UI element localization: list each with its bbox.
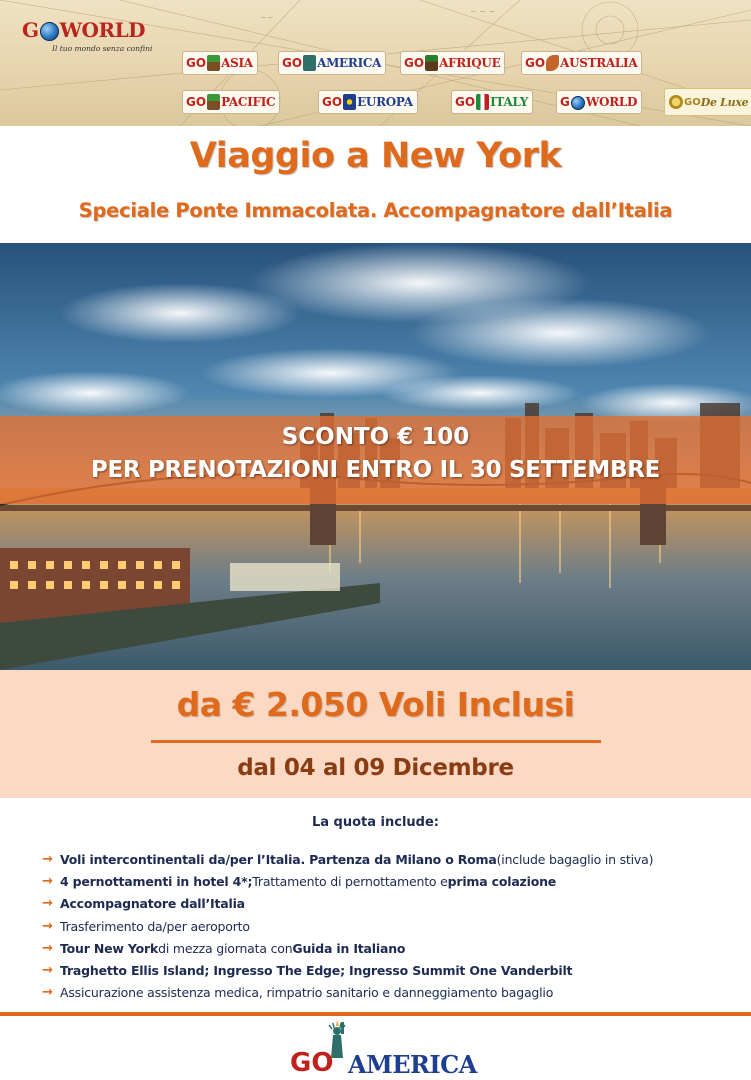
brand-go: GO [525,56,546,70]
brand-go: GO [404,56,425,70]
brand-goafrique[interactable] [400,51,505,75]
brand-goamerica[interactable] [278,51,386,75]
arrow-right-icon: → [42,896,53,912]
wordmark-world: WORLD [59,18,146,42]
arrow-right-icon: → [42,918,53,934]
brand-name: WORLD [585,95,638,109]
item-text: (include bagaglio in stiva) [496,851,654,867]
brand-goitaly[interactable] [451,90,533,114]
list-item [42,893,742,915]
brand-go: GO [282,56,303,70]
brand-goeuropa[interactable] [318,90,418,114]
item-bold: 4 pernottamenti in hotel 4*; [60,873,253,889]
list-item [42,937,742,959]
item-bold: Guida in Italiano [292,940,406,956]
brand-goworld[interactable] [556,90,642,114]
brand-name: PACIFIC [221,95,276,109]
brand-go: GO [186,56,207,70]
brand-goaustralia[interactable] [521,51,642,75]
brand-godeluxe[interactable] [664,88,751,116]
arrow-right-icon: → [42,851,53,867]
boomerang-icon [546,55,559,71]
svg-text:~~: ~~ [260,13,274,22]
travel-dates: dal 04 al 09 Dicembre [237,755,514,781]
list-item [42,982,742,1004]
booking-deadline-text: PER PRENOTAZIONI ENTRO IL 30 SETTEMBRE [90,457,661,483]
palm-tree-icon [207,94,220,110]
brand-go: GO [455,95,476,109]
brand-go: G [560,95,570,109]
acacia-tree-icon [425,55,438,71]
arrow-right-icon: → [42,985,53,1001]
item-text: Trattamento di pernottamento e [252,873,448,889]
page-subtitle: Speciale Ponte Immacolata. Accompagnatore dall’Italia [78,199,673,222]
includes-list [42,848,742,1004]
brand-name: AUSTRALIA [560,56,638,70]
eu-flag-icon [343,94,356,110]
deluxe-crest-icon [669,95,683,109]
brand-gopacific[interactable] [182,90,280,114]
footer-divider [0,1012,751,1016]
brand-go: GO [684,96,701,108]
brand-name: ITALY [490,95,528,109]
page-title: Viaggio a New York [189,136,562,176]
footer-go: GO [290,1048,334,1078]
palm-tree-icon [207,55,220,71]
arrow-right-icon: → [42,940,53,956]
item-bold: Accompagnatore dall’Italia [60,896,245,912]
goworld-main-logo[interactable] [22,16,162,58]
item-bold: Traghetto Ellis Island; Ingresso The Edge; Ingresso Summit One Vanderbilt [60,963,573,979]
brand-name: De Luxe [700,95,749,109]
item-bold: Voli intercontinentali da/per l’Italia. Partenza da Milano o Roma [60,851,497,867]
wordmark-g: G [22,18,39,42]
item-bold: prima colazione [447,873,557,889]
logo-tagline: Il tuo mondo senza confini [52,44,153,53]
italy-map-icon [476,94,489,110]
footer-america: AMERICA [348,1050,477,1079]
brand-name: AFRIQUE [439,56,501,70]
includes-heading: La quota include: [311,815,440,830]
price-text: da € 2.050 Voli Inclusi [176,685,575,724]
brand-goasia[interactable] [182,51,258,75]
globe-icon [40,22,59,41]
list-item [42,915,742,937]
discount-text: SCONTO € 100 [281,424,470,450]
arrow-right-icon: → [42,963,53,979]
list-item [42,959,742,981]
item-text: Trasferimento da/per aeroporto [60,918,250,934]
brand-name: EUROPA [357,95,413,109]
brand-go: GO [322,95,343,109]
list-item [42,870,742,892]
globe-icon [571,96,585,110]
brand-header [0,0,751,126]
svg-text:~ ~ ~: ~ ~ ~ [470,7,496,16]
item-bold: Tour New York [60,940,159,956]
brand-name: ASIA [221,56,253,70]
statue-of-liberty-icon [303,55,316,71]
list-item [42,848,742,870]
arrow-right-icon: → [42,873,53,889]
goamerica-footer-logo[interactable] [290,1018,477,1079]
brand-name: AMERICA [317,56,382,70]
brand-go: GO [186,95,207,109]
item-text: Assicurazione assistenza medica, rimpatrio sanitario e danneggiamento bagaglio [60,985,554,1001]
price-underline [151,740,601,743]
goworld-wordmark [22,18,145,42]
item-text: di mezza giornata con [158,940,293,956]
